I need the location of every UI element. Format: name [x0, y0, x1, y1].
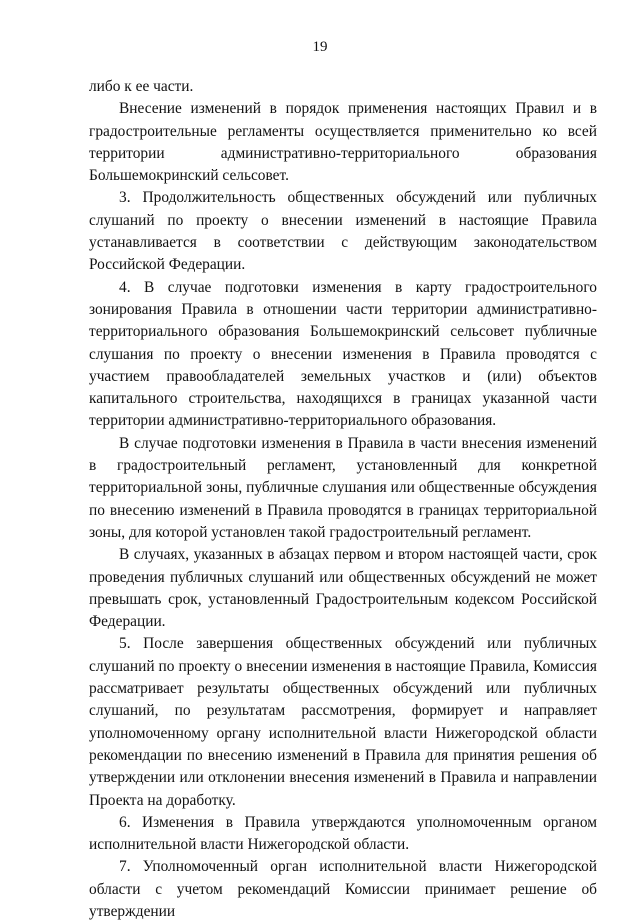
paragraph: 7. Уполномоченный орган исполнительной власти Нижегородской области с учетом рекомендаций Комиссии принимает решение об утверждении — [89, 858, 597, 920]
paragraph: 4. В случае подготовки изменения в карту градостроительного зонирования Правила в отношении части территории административно-территориального образования Большемокринский сельсовет публичные слушания по проекту о внесении изменения в Правила проводятся с участием правообладателей земельных участков и (или) объектов капитального строительства, находящихся в границах указанной части территории административно-территориального образования. — [89, 278, 597, 430]
document-body — [89, 76, 597, 923]
page-number: 19 — [312, 39, 328, 55]
paragraph: 6. Изменения в Правила утверждаются уполномоченным органом исполнительной власти Нижегородской области. — [89, 813, 597, 854]
paragraph: В случаях, указанных в абзацах первом и втором настоящей части, срок проведения публичных слушаний или общественных обсуждений не может превышать срок, установленный Градостроительным кодексом Российской Федерации. — [89, 546, 597, 631]
paragraph: либо к ее части. — [89, 78, 194, 95]
paragraph: 3. Продолжительность общественных обсуждений или публичных слушаний по проекту о внесении изменений в настоящие Правила устанавливается в соответствии с действующим законодательством Российской Федерации. — [89, 189, 597, 274]
paragraph: Внесение изменений в порядок применения настоящих Правил и в градостроительные регламенты осуществляется применительно ко всей территории административно-территориального образования Большемокринский сельсовет. — [89, 100, 597, 185]
paragraph: В случае подготовки изменения в Правила в части внесения изменений в градостроительный регламент, установленный для конкретной территориальной зоны, публичные слушания или общественные обсуждения по внесению изменений в Правила проводятся в границах территориальной зоны, для которой установлен такой градостроительный регламент. — [89, 434, 597, 541]
paragraph: 5. После завершения общественных обсуждений или публичных слушаний по проекту о внесении изменения в настоящие Правила, Комиссия рассматривает результаты общественных обсуждений или публичных слушаний, по результатам рассмотрения, формирует и направляет уполномоченному органу исполнительной власти Нижегородской области рекомендации по внесению изменений в Правила для принятия решения об утверждении или отклонении внесения изменений в Правила и направлении Проекта на доработку. — [89, 635, 597, 809]
